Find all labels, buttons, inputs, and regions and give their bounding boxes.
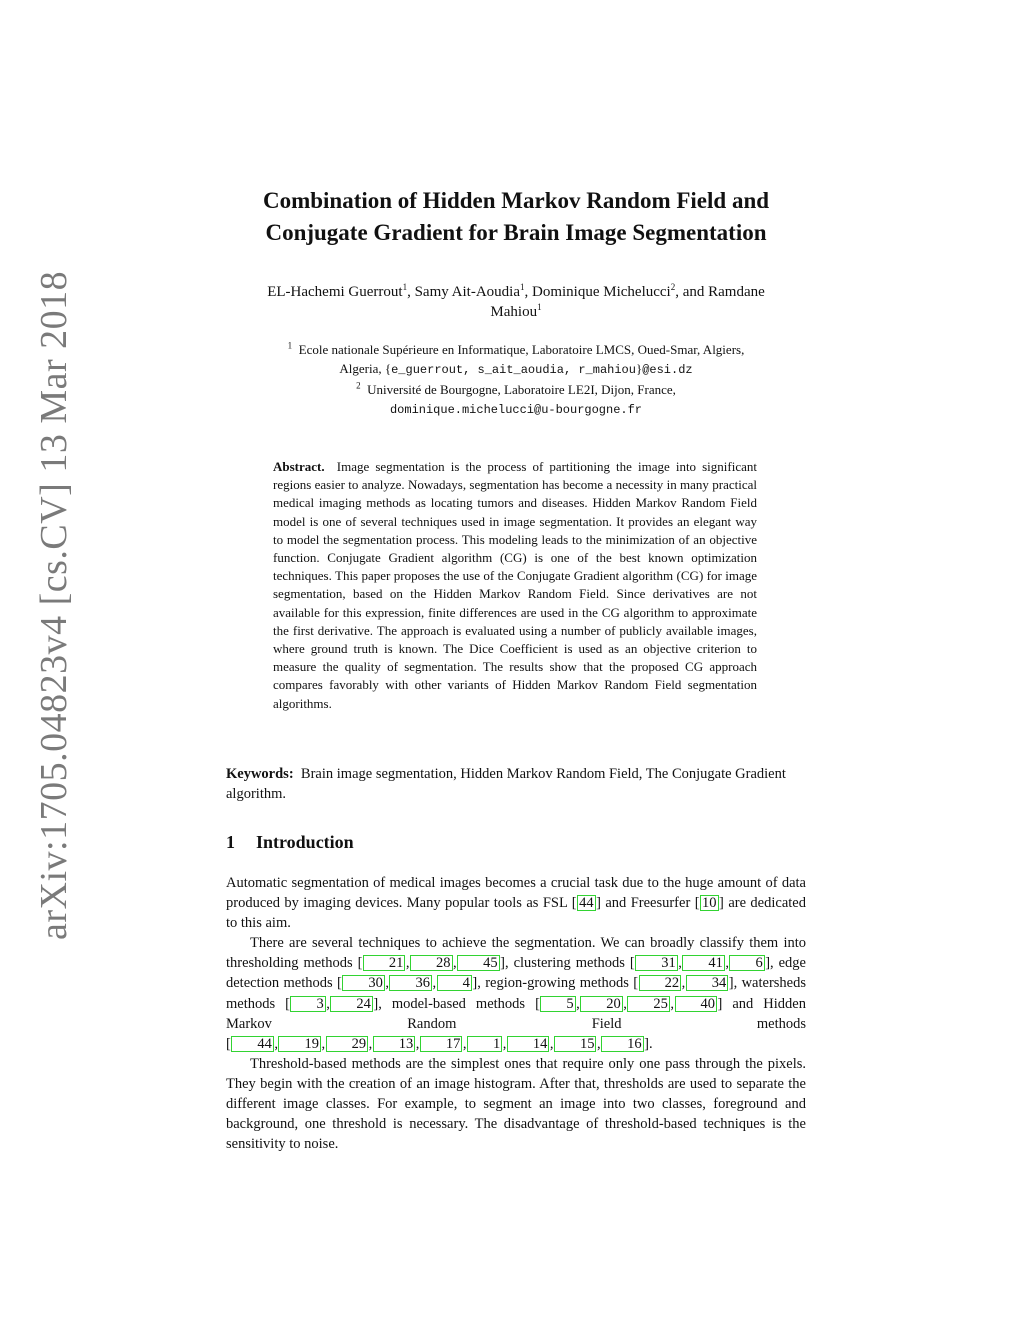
paragraph-2: There are several techniques to achieve the segmentation. We can broadly classify them into thresholding methods [ 21 , 28 , 45 ], clustering methods [ 31 , 41 , 6 ], edge detection methods [ 30 , 36 , 4 ], region-growing methods [ 22 , 34 ], watersheds methods [ 3 , 24 ], model-based methods [ 5 , 20 , 25 , 40 ] and Hidden Markov Random Field methods [ 44 , 19 , 29 , 13 , 17 , 1 , 14 , 15 , 16 ]. [226,935,806,1052]
citation-link[interactable]: 15 [554,1036,597,1052]
citation-link[interactable]: 41 [682,955,725,971]
citation-link[interactable]: 19 [278,1036,321,1052]
abstract-text: Image segmentation is the process of partitioning the image into significant regions easier to analyze. Nowadays, segmentation has become a necessity in many practical medical imaging methods as locating tumors and diseases. Hidden Markov Random Field model is one of several techniques used in image segmentation. It provides an elegant way to model the segmentation process. This modeling leads to the minimization of an objective function. Conjugate Gradient algorithm (CG) is one of the best known optimization techniques. This paper proposes the use of the Conjugate Gradient algorithm (CG) for image segmentation, based on the Hidden Markov Random Field. Since derivatives are not available for this expression, finite differences are used in the CG algorithm to approximate the first derivative. The approach is evaluated using a number of publicly available images, where ground truth is known. The Dice Coefficient is used as an objective criterion to measure the quality of segmentation. The results show that the proposed CG approach compares favorably with other variants of Hidden Markov Random Field segmentation algorithms. [273,459,758,711]
citation-link[interactable]: 44 [579,895,594,912]
introduction-body [226,873,806,1154]
citation-link[interactable]: 45 [457,955,500,971]
section-title: Introduction [256,832,354,852]
author-4-last: Mahiou [490,304,538,320]
paper-title [226,185,806,249]
affiliation-2: $^2$ Université de Bourgogne, Laboratoire LE2I, Dijon, France, [356,380,676,397]
citation-link[interactable]: 17 [420,1036,463,1052]
citation-link[interactable]: 24 [330,996,373,1012]
author-2: Samy Ait-Aoudia [414,284,520,300]
keywords-text: Brain image segmentation, Hidden Markov Random Field, The Conjugate Gradient algorithm. [226,766,786,802]
citation-link[interactable]: 20 [580,996,623,1012]
citation-link[interactable]: 10 [702,895,717,912]
citation-link[interactable]: 28 [410,955,453,971]
citation-link[interactable]: 30 [342,975,385,991]
affiliations [226,340,806,420]
citation-link[interactable]: 3 [290,996,325,1012]
author-line-1: EL-Hachemi Guerrout$^1$, Samy Ait-Aoudia$^1$, Dominique Michelucci$^2$, and Ramdane [267,282,765,300]
affiliation-1: $^1$ Ecole nationale Supérieure en Informatique, Laboratoire LMCS, Oued-Smar, Algiers, [287,340,745,357]
citation-link[interactable]: 14 [507,1036,550,1052]
section-number: 1 [226,832,235,852]
author-3: Dominique Michelucci [532,284,671,300]
author-4-first: and Ramdane [682,284,765,300]
title-line-2: Conjugate Gradient for Brain Image Segmentation [265,220,767,245]
citation-link[interactable]: 1 [467,1036,502,1052]
affiliation-2-email [226,399,806,420]
email-domain-esi[interactable]: @esi.dz [642,363,693,377]
author-line-2: Mahiou$^1$ [490,302,542,320]
citation-link[interactable]: 25 [627,996,670,1012]
citation-link[interactable]: 31 [635,955,678,971]
citation-link[interactable]: 16 [601,1036,644,1052]
citation-link[interactable]: 6 [729,955,764,971]
title-line-1: Combination of Hidden Markov Random Field and [262,188,770,213]
email-michelucci[interactable]: dominique.michelucci@u-bourgogne.fr [389,403,643,417]
paragraph-1: Automatic segmentation of medical images becomes a crucial task due to the huge amount of data produced by imaging devices. Many popular tools as FSL [ 44 ] and Freesurfer [ 10 ] are dedicated to this aim. [226,875,806,932]
section-heading-introduction [226,832,806,853]
citation-link[interactable]: 36 [389,975,432,991]
citation-link[interactable]: 22 [639,975,682,991]
citation-link[interactable]: 4 [437,975,472,991]
citation-link[interactable]: 44 [231,1036,274,1052]
author-list [226,282,806,322]
author-1: EL-Hachemi Guerrout [267,284,403,300]
paragraph-3: Threshold-based methods are the simplest ones that require only one pass through the pixels. They begin with the creation of an image histogram. After that, thresholds are used to separate the different image classes. For example, to segment an image into two classes, foreground and background, one threshold is necessary. The disadvantage of threshold-based techniques is the sensitivity to noise. [226,1055,806,1153]
citation-link[interactable]: 13 [373,1036,416,1052]
abstract-label: Abstract. [273,459,325,474]
citation-link[interactable]: 40 [675,996,718,1012]
email-list-esi[interactable]: e_guerrout, s_ait_aoudia, r_mahiou [391,363,636,377]
citation-link[interactable]: 29 [326,1036,369,1052]
keywords-label: Keywords: [226,766,294,782]
citation-link[interactable]: 5 [540,996,575,1012]
citation-link[interactable]: 21 [363,955,406,971]
arxiv-identifier: arXiv:1705.04823v4 [cs.CV] 13 Mar 2018 [33,270,75,940]
keywords [226,764,806,804]
citation-link[interactable]: 34 [686,975,729,991]
affiliation-1-emails: Algeria, {e_guerrout, s_ait_aoudia, r_mahiou}@esi.dz [339,361,693,377]
abstract [273,458,757,713]
